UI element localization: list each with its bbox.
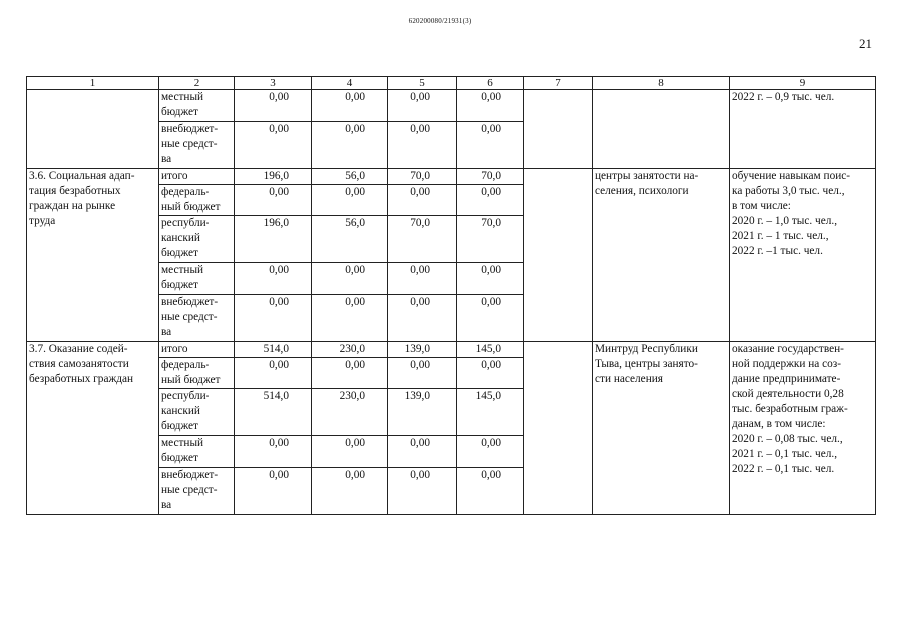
value-2020: 0,00 <box>312 90 388 122</box>
value-2021: 0,00 <box>388 185 457 216</box>
measure-name-cell: 3.6. Социальная адап- тация безработных граждан на рынке труда <box>27 169 159 342</box>
value-2020: 230,0 <box>312 342 388 358</box>
value-2021: 70,0 <box>388 216 457 263</box>
value-2020: 0,00 <box>312 436 388 468</box>
column-header: 3 <box>235 77 312 90</box>
value-2020: 56,0 <box>312 169 388 185</box>
funding-source: внебюджет- ные средст- ва <box>159 295 235 342</box>
total-value: 514,0 <box>235 389 312 436</box>
value-2022: 0,00 <box>457 263 524 295</box>
funding-source: местный бюджет <box>159 436 235 468</box>
result-cell: оказание государствен- ной поддержки на соз- дание предпринимате- ской деятельности 0,28 тыс. безработным граж- данам, в том числе: 2020 г. – 0,08 тыс. чел., 2021 г. – 0,1 тыс. чел., 2022 г. – 0,1 тыс. чел. <box>730 342 876 515</box>
column-header: 5 <box>388 77 457 90</box>
column-header: 1 <box>27 77 159 90</box>
value-2022: 70,0 <box>457 216 524 263</box>
value-2022: 145,0 <box>457 342 524 358</box>
table-row <box>27 90 876 122</box>
column-header: 6 <box>457 77 524 90</box>
total-value: 0,00 <box>235 263 312 295</box>
value-2022: 0,00 <box>457 122 524 169</box>
column-header: 9 <box>730 77 876 90</box>
column-header: 2 <box>159 77 235 90</box>
value-2022: 70,0 <box>457 169 524 185</box>
column-header: 4 <box>312 77 388 90</box>
value-2021: 70,0 <box>388 169 457 185</box>
value-2022: 0,00 <box>457 295 524 342</box>
executor-cell: Минтруд Республики Тыва, центры занято- сти населения <box>593 342 730 515</box>
value-2022: 145,0 <box>457 389 524 436</box>
executor-cell <box>593 90 730 169</box>
column-7-cell <box>524 342 593 515</box>
value-2022: 0,00 <box>457 185 524 216</box>
column-header: 8 <box>593 77 730 90</box>
value-2021: 139,0 <box>388 342 457 358</box>
funding-source: федераль- ный бюджет <box>159 358 235 389</box>
column-header: 7 <box>524 77 593 90</box>
value-2021: 0,00 <box>388 263 457 295</box>
value-2020: 0,00 <box>312 358 388 389</box>
funding-source: внебюджет- ные средст- ва <box>159 122 235 169</box>
header-row <box>27 77 876 90</box>
value-2021: 139,0 <box>388 389 457 436</box>
value-2022: 0,00 <box>457 436 524 468</box>
program-table <box>26 76 876 515</box>
value-2021: 0,00 <box>388 122 457 169</box>
funding-source: республи- канский бюджет <box>159 216 235 263</box>
value-2021: 0,00 <box>388 468 457 515</box>
result-cell: обучение навыкам поис- ка работы 3,0 тыс. чел., в том числе: 2020 г. – 1,0 тыс. чел., 2021 г. – 1 тыс. чел., 2022 г. –1 тыс. чел. <box>730 169 876 342</box>
total-value: 514,0 <box>235 342 312 358</box>
value-2022: 0,00 <box>457 358 524 389</box>
value-2021: 0,00 <box>388 295 457 342</box>
funding-source: внебюджет- ные средст- ва <box>159 468 235 515</box>
funding-source: итого <box>159 169 235 185</box>
total-value: 0,00 <box>235 185 312 216</box>
value-2020: 56,0 <box>312 216 388 263</box>
page-number: 21 <box>859 36 872 51</box>
value-2021: 0,00 <box>388 358 457 389</box>
value-2020: 0,00 <box>312 295 388 342</box>
measure-name-cell: 3.7. Оказание содей- ствия самозанятости безработных граждан <box>27 342 159 515</box>
value-2021: 0,00 <box>388 90 457 122</box>
value-2022: 0,00 <box>457 468 524 515</box>
value-2021: 0,00 <box>388 436 457 468</box>
total-value: 196,0 <box>235 169 312 185</box>
value-2020: 0,00 <box>312 263 388 295</box>
table-row <box>27 169 876 185</box>
funding-source: местный бюджет <box>159 263 235 295</box>
result-cell: 2022 г. – 0,9 тыс. чел. <box>730 90 876 169</box>
value-2020: 0,00 <box>312 185 388 216</box>
funding-source: итого <box>159 342 235 358</box>
value-2022: 0,00 <box>457 90 524 122</box>
executor-cell: центры занятости на- селения, психологи <box>593 169 730 342</box>
table-row <box>27 342 876 358</box>
column-7-cell <box>524 169 593 342</box>
funding-source: местный бюджет <box>159 90 235 122</box>
total-value: 196,0 <box>235 216 312 263</box>
value-2020: 0,00 <box>312 468 388 515</box>
total-value: 0,00 <box>235 295 312 342</box>
document-number: 620200080/21931(3) <box>408 17 472 25</box>
funding-source: республи- канский бюджет <box>159 389 235 436</box>
measure-name-cell <box>27 90 159 169</box>
total-value: 0,00 <box>235 122 312 169</box>
total-value: 0,00 <box>235 358 312 389</box>
column-7-cell <box>524 90 593 169</box>
funding-source: федераль- ный бюджет <box>159 185 235 216</box>
value-2020: 0,00 <box>312 122 388 169</box>
total-value: 0,00 <box>235 436 312 468</box>
total-value: 0,00 <box>235 468 312 515</box>
total-value: 0,00 <box>235 90 312 122</box>
value-2020: 230,0 <box>312 389 388 436</box>
